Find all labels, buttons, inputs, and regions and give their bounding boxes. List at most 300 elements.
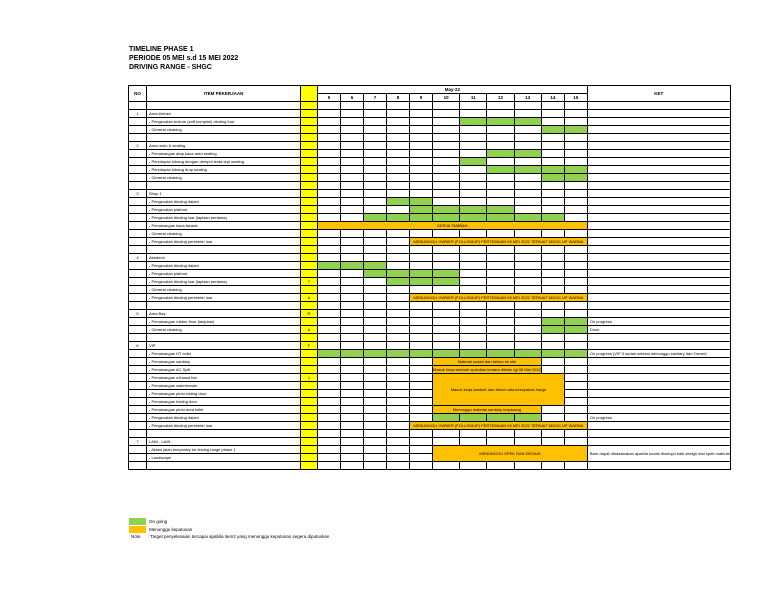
empty-cell	[341, 462, 364, 470]
empty-cell	[341, 182, 364, 190]
day-cell	[410, 142, 433, 150]
tarif-column-header	[301, 86, 318, 102]
task-row	[129, 126, 731, 134]
day-cell	[364, 230, 387, 238]
day-cell	[364, 286, 387, 294]
day-cell	[564, 190, 587, 198]
day-cell	[341, 278, 364, 286]
task-row	[129, 422, 731, 430]
ket-cell	[587, 342, 730, 350]
day-cell	[387, 310, 410, 318]
day-cell	[364, 206, 387, 214]
ket-cell	[587, 174, 730, 182]
tarif-cell	[301, 206, 318, 214]
day-cell	[318, 150, 341, 158]
day-cell	[410, 326, 433, 334]
day-cell	[341, 214, 364, 222]
progress-cell	[514, 414, 541, 422]
progress-cell	[410, 350, 433, 358]
day-cell	[410, 414, 433, 422]
tarif-letter	[301, 358, 318, 366]
day-cell	[318, 166, 341, 174]
day-cell	[364, 358, 387, 366]
empty-cell	[541, 246, 564, 254]
task-row	[129, 222, 731, 230]
empty-cell	[460, 462, 487, 470]
day-cell	[410, 358, 433, 366]
day-cell	[387, 446, 410, 454]
row-number	[129, 286, 147, 294]
empty-cell	[514, 302, 541, 310]
progress-cell	[410, 206, 433, 214]
day-cell	[341, 446, 364, 454]
tarif-cell	[301, 182, 318, 190]
task-row	[129, 286, 731, 294]
day-cell	[410, 366, 433, 374]
empty-cell	[364, 302, 387, 310]
day-cell	[433, 286, 460, 294]
task-label: - Pengecatan dinding luar (lapisan pertama)	[147, 214, 301, 222]
empty-cell	[129, 134, 147, 142]
day-cell	[341, 118, 364, 126]
empty-cell	[460, 430, 487, 438]
day-header: 5	[318, 94, 341, 102]
empty-cell	[341, 246, 364, 254]
day-cell	[364, 166, 387, 174]
day-cell	[410, 254, 433, 262]
progress-cell	[433, 414, 460, 422]
timeline-table	[128, 85, 731, 470]
day-cell	[318, 438, 341, 446]
day-cell	[318, 230, 341, 238]
tarif-letter: 1	[301, 374, 318, 382]
day-cell	[364, 454, 387, 462]
day-cell	[318, 318, 341, 326]
task-label: - General cleaning	[147, 326, 301, 334]
tarif-cell	[301, 334, 318, 342]
day-cell	[433, 310, 460, 318]
task-row	[129, 382, 731, 390]
task-label: - Pemasangan folding door	[147, 398, 301, 406]
day-cell	[364, 110, 387, 118]
empty-cell	[147, 246, 301, 254]
task-label: - Penutupan lubang drop sealing	[147, 166, 301, 174]
empty-cell	[460, 134, 487, 142]
ket-cell	[587, 158, 730, 166]
day-cell	[410, 446, 433, 454]
empty-cell	[318, 430, 341, 438]
day-cell	[410, 454, 433, 462]
status-bar: Masuk kerja tambah dan belum ada kesepakan harga	[433, 374, 565, 406]
tarif-cell	[301, 390, 318, 398]
day-cell	[341, 414, 364, 422]
day-cell	[341, 174, 364, 182]
task-label: - Pengecatan dinding perimeter luar	[147, 294, 301, 302]
day-header: 7	[364, 94, 387, 102]
day-cell	[487, 190, 514, 198]
day-cell	[387, 262, 410, 270]
day-cell	[364, 174, 387, 182]
empty-cell	[147, 334, 301, 342]
day-cell	[460, 286, 487, 294]
empty-cell	[587, 134, 730, 142]
day-cell	[564, 358, 587, 366]
ket-cell	[587, 198, 730, 206]
tarif-cell	[301, 246, 318, 254]
empty-cell	[387, 102, 410, 110]
day-cell	[564, 254, 587, 262]
progress-cell	[410, 270, 433, 278]
ket-cell	[587, 366, 730, 374]
empty-cell	[433, 182, 460, 190]
legend-item-waiting	[129, 525, 192, 533]
day-cell	[387, 206, 410, 214]
task-row	[129, 214, 731, 222]
tarif-letter: R	[301, 310, 318, 318]
empty-cell	[147, 102, 301, 110]
day-cell	[410, 382, 433, 390]
spacer-row	[129, 134, 731, 142]
task-label: - General cleaning	[147, 286, 301, 294]
day-cell	[514, 286, 541, 294]
legend	[129, 517, 192, 533]
empty-cell	[487, 302, 514, 310]
task-row	[129, 374, 731, 382]
progress-cell	[433, 206, 460, 214]
empty-cell	[341, 102, 364, 110]
tarif-cell	[301, 142, 318, 150]
progress-cell	[433, 278, 460, 286]
day-cell	[318, 270, 341, 278]
day-cell	[318, 422, 341, 430]
day-cell	[487, 262, 514, 270]
ket-cell	[587, 214, 730, 222]
day-cell	[541, 310, 564, 318]
progress-cell	[460, 118, 487, 126]
day-cell	[433, 198, 460, 206]
empty-cell	[514, 430, 541, 438]
day-cell	[341, 406, 364, 414]
day-cell	[387, 374, 410, 382]
day-cell	[487, 310, 514, 318]
empty-cell	[364, 430, 387, 438]
progress-cell	[460, 158, 487, 166]
row-number	[129, 414, 147, 422]
progress-cell	[487, 150, 514, 158]
empty-cell	[129, 102, 147, 110]
day-cell	[364, 150, 387, 158]
progress-cell	[410, 214, 433, 222]
ket-cell	[587, 166, 730, 174]
ket-cell: On progress (VIP 3 sudah selesai menunggu sanitary dari Owner)	[587, 350, 730, 358]
day-cell	[564, 198, 587, 206]
ket-cell: Done	[587, 326, 730, 334]
day-cell	[564, 214, 587, 222]
tarif-cell	[301, 230, 318, 238]
task-label: - General cleaning	[147, 126, 301, 134]
day-cell	[460, 142, 487, 150]
day-cell	[541, 270, 564, 278]
empty-cell	[587, 102, 730, 110]
day-cell	[341, 286, 364, 294]
task-label: - Pemasangan sanitary	[147, 358, 301, 366]
note-label: Note	[131, 534, 141, 539]
tarif-cell	[301, 238, 318, 246]
day-cell	[341, 398, 364, 406]
day-cell	[460, 174, 487, 182]
day-cell	[514, 310, 541, 318]
day-cell	[387, 166, 410, 174]
day-cell	[364, 190, 387, 198]
section-number: 3	[129, 190, 147, 198]
day-cell	[318, 358, 341, 366]
progress-cell	[433, 214, 460, 222]
day-cell	[410, 174, 433, 182]
ket-cell	[587, 238, 730, 246]
task-row	[129, 326, 731, 334]
tarif-cell	[301, 174, 318, 182]
empty-cell	[487, 334, 514, 342]
day-cell	[387, 342, 410, 350]
empty-cell	[387, 134, 410, 142]
empty-cell	[364, 182, 387, 190]
day-cell	[318, 414, 341, 422]
day-cell	[514, 206, 541, 214]
day-cell	[487, 318, 514, 326]
day-cell	[460, 190, 487, 198]
section-number: 1	[129, 110, 147, 118]
day-cell	[410, 318, 433, 326]
day-cell	[410, 190, 433, 198]
row-number	[129, 126, 147, 134]
task-label: - Pengecatan plafond	[147, 270, 301, 278]
day-cell	[433, 254, 460, 262]
status-bar: MENUNGGU SPEK DAN DESAIN	[433, 446, 588, 462]
empty-cell	[318, 182, 341, 190]
day-cell	[514, 262, 541, 270]
task-row	[129, 318, 731, 326]
progress-cell	[364, 262, 387, 270]
task-label: - Landscape	[147, 454, 301, 462]
day-cell	[433, 118, 460, 126]
day-cell	[433, 158, 460, 166]
task-label: - Pemasangan kaca facade	[147, 222, 301, 230]
day-cell	[433, 326, 460, 334]
day-cell	[364, 422, 387, 430]
tarif-letter: A	[301, 326, 318, 334]
empty-cell	[129, 182, 147, 190]
progress-cell	[487, 350, 514, 358]
tarif-cell	[301, 302, 318, 310]
tarif-cell	[301, 454, 318, 462]
day-cell	[541, 150, 564, 158]
day-cell	[341, 110, 364, 118]
day-cell	[364, 318, 387, 326]
day-cell	[387, 422, 410, 430]
row-number	[129, 382, 147, 390]
day-cell	[564, 270, 587, 278]
task-label: - Pemasangan pintu area toilet	[147, 406, 301, 414]
empty-cell	[387, 246, 410, 254]
day-cell	[318, 382, 341, 390]
ket-cell	[587, 374, 730, 382]
day-cell	[564, 390, 587, 398]
empty-cell	[514, 462, 541, 470]
tarif-cell	[301, 438, 318, 446]
day-cell	[387, 454, 410, 462]
tarif-letter: A	[301, 294, 318, 302]
day-cell	[364, 158, 387, 166]
day-cell	[564, 366, 587, 374]
day-cell	[460, 262, 487, 270]
day-cell	[433, 262, 460, 270]
row-number	[129, 422, 147, 430]
day-cell	[460, 254, 487, 262]
day-cell	[364, 294, 387, 302]
task-row	[129, 414, 731, 422]
progress-cell	[564, 174, 587, 182]
empty-cell	[129, 246, 147, 254]
doc-period: PERIODE 05 MEI s.d 15 MEI 2022	[129, 55, 239, 62]
row-number	[129, 118, 147, 126]
empty-cell	[147, 182, 301, 190]
day-cell	[364, 278, 387, 286]
progress-cell	[541, 126, 564, 134]
empty-cell	[410, 102, 433, 110]
tarif-cell	[301, 102, 318, 110]
tarif-cell	[301, 166, 318, 174]
progress-cell	[460, 414, 487, 422]
empty-cell	[541, 102, 564, 110]
row-number	[129, 358, 147, 366]
task-row	[129, 366, 731, 374]
day-header: 11	[460, 94, 487, 102]
day-cell	[341, 158, 364, 166]
section-row	[129, 342, 731, 350]
row-number	[129, 446, 147, 454]
day-cell	[387, 110, 410, 118]
ket-cell	[587, 294, 730, 302]
day-cell	[433, 438, 460, 446]
empty-cell	[387, 334, 410, 342]
day-cell	[410, 398, 433, 406]
progress-cell	[387, 198, 410, 206]
day-header: 8	[387, 94, 410, 102]
task-row	[129, 198, 731, 206]
task-row	[129, 230, 731, 238]
task-label: - Penutupan lubang dengan dempul lenta tepi seating	[147, 158, 301, 166]
day-cell	[341, 198, 364, 206]
day-cell	[410, 390, 433, 398]
day-cell	[487, 286, 514, 294]
empty-cell	[318, 102, 341, 110]
day-cell	[541, 118, 564, 126]
day-cell	[364, 310, 387, 318]
empty-cell	[318, 246, 341, 254]
day-cell	[564, 150, 587, 158]
day-cell	[487, 254, 514, 262]
day-cell	[410, 110, 433, 118]
day-cell	[433, 318, 460, 326]
empty-cell	[460, 246, 487, 254]
empty-cell	[460, 302, 487, 310]
status-bar: KERJA TAMBAH	[318, 222, 588, 230]
section-number: 7	[129, 438, 147, 446]
tarif-cell	[301, 254, 318, 262]
empty-cell	[341, 302, 364, 310]
progress-cell	[514, 166, 541, 174]
empty-cell	[410, 246, 433, 254]
status-bar: MENUNGGU OWNER (FOLLOWUP) PERTEMUAN 09 MEI 2022 TERKAIT MOCK UP WARNA	[410, 294, 588, 302]
task-row	[129, 390, 731, 398]
empty-cell	[587, 334, 730, 342]
day-cell	[460, 310, 487, 318]
task-row	[129, 406, 731, 414]
task-label: - Pemasangan atap kaca area seating	[147, 150, 301, 158]
task-row	[129, 398, 731, 406]
day-cell	[364, 374, 387, 382]
tarif-cell	[301, 134, 318, 142]
tarif-letter: T	[301, 278, 318, 286]
empty-cell	[514, 102, 541, 110]
ket-cell	[587, 382, 730, 390]
day-cell	[541, 206, 564, 214]
empty-cell	[410, 462, 433, 470]
empty-cell	[564, 334, 587, 342]
row-number	[129, 406, 147, 414]
day-cell	[341, 310, 364, 318]
task-row	[129, 174, 731, 182]
day-header: 14	[541, 94, 564, 102]
section-row	[129, 142, 731, 150]
legend-swatch-orange	[129, 526, 146, 533]
day-cell	[514, 174, 541, 182]
day-cell	[387, 126, 410, 134]
day-cell	[514, 190, 541, 198]
day-cell	[514, 126, 541, 134]
tarif-cell	[301, 158, 318, 166]
task-row	[129, 446, 731, 454]
empty-cell	[460, 334, 487, 342]
task-row	[129, 118, 731, 126]
row-number	[129, 150, 147, 158]
ket-cell	[587, 230, 730, 238]
empty-cell	[318, 302, 341, 310]
empty-cell	[487, 462, 514, 470]
day-cell	[487, 110, 514, 118]
tarif-cell	[301, 222, 318, 230]
day-cell	[410, 310, 433, 318]
progress-cell	[460, 214, 487, 222]
day-cell	[341, 166, 364, 174]
day-cell	[318, 254, 341, 262]
task-row	[129, 278, 731, 286]
task-label: - Pengecatan dinding dalam	[147, 198, 301, 206]
day-cell	[387, 190, 410, 198]
progress-cell	[410, 198, 433, 206]
day-cell	[341, 422, 364, 430]
day-cell	[487, 126, 514, 134]
day-cell	[341, 150, 364, 158]
section-title: Shop 1	[147, 190, 301, 198]
row-number	[129, 222, 147, 230]
row-number	[129, 366, 147, 374]
row-number	[129, 238, 147, 246]
tarif-cell	[301, 350, 318, 358]
day-cell	[541, 142, 564, 150]
empty-cell	[564, 462, 587, 470]
empty-cell	[564, 134, 587, 142]
